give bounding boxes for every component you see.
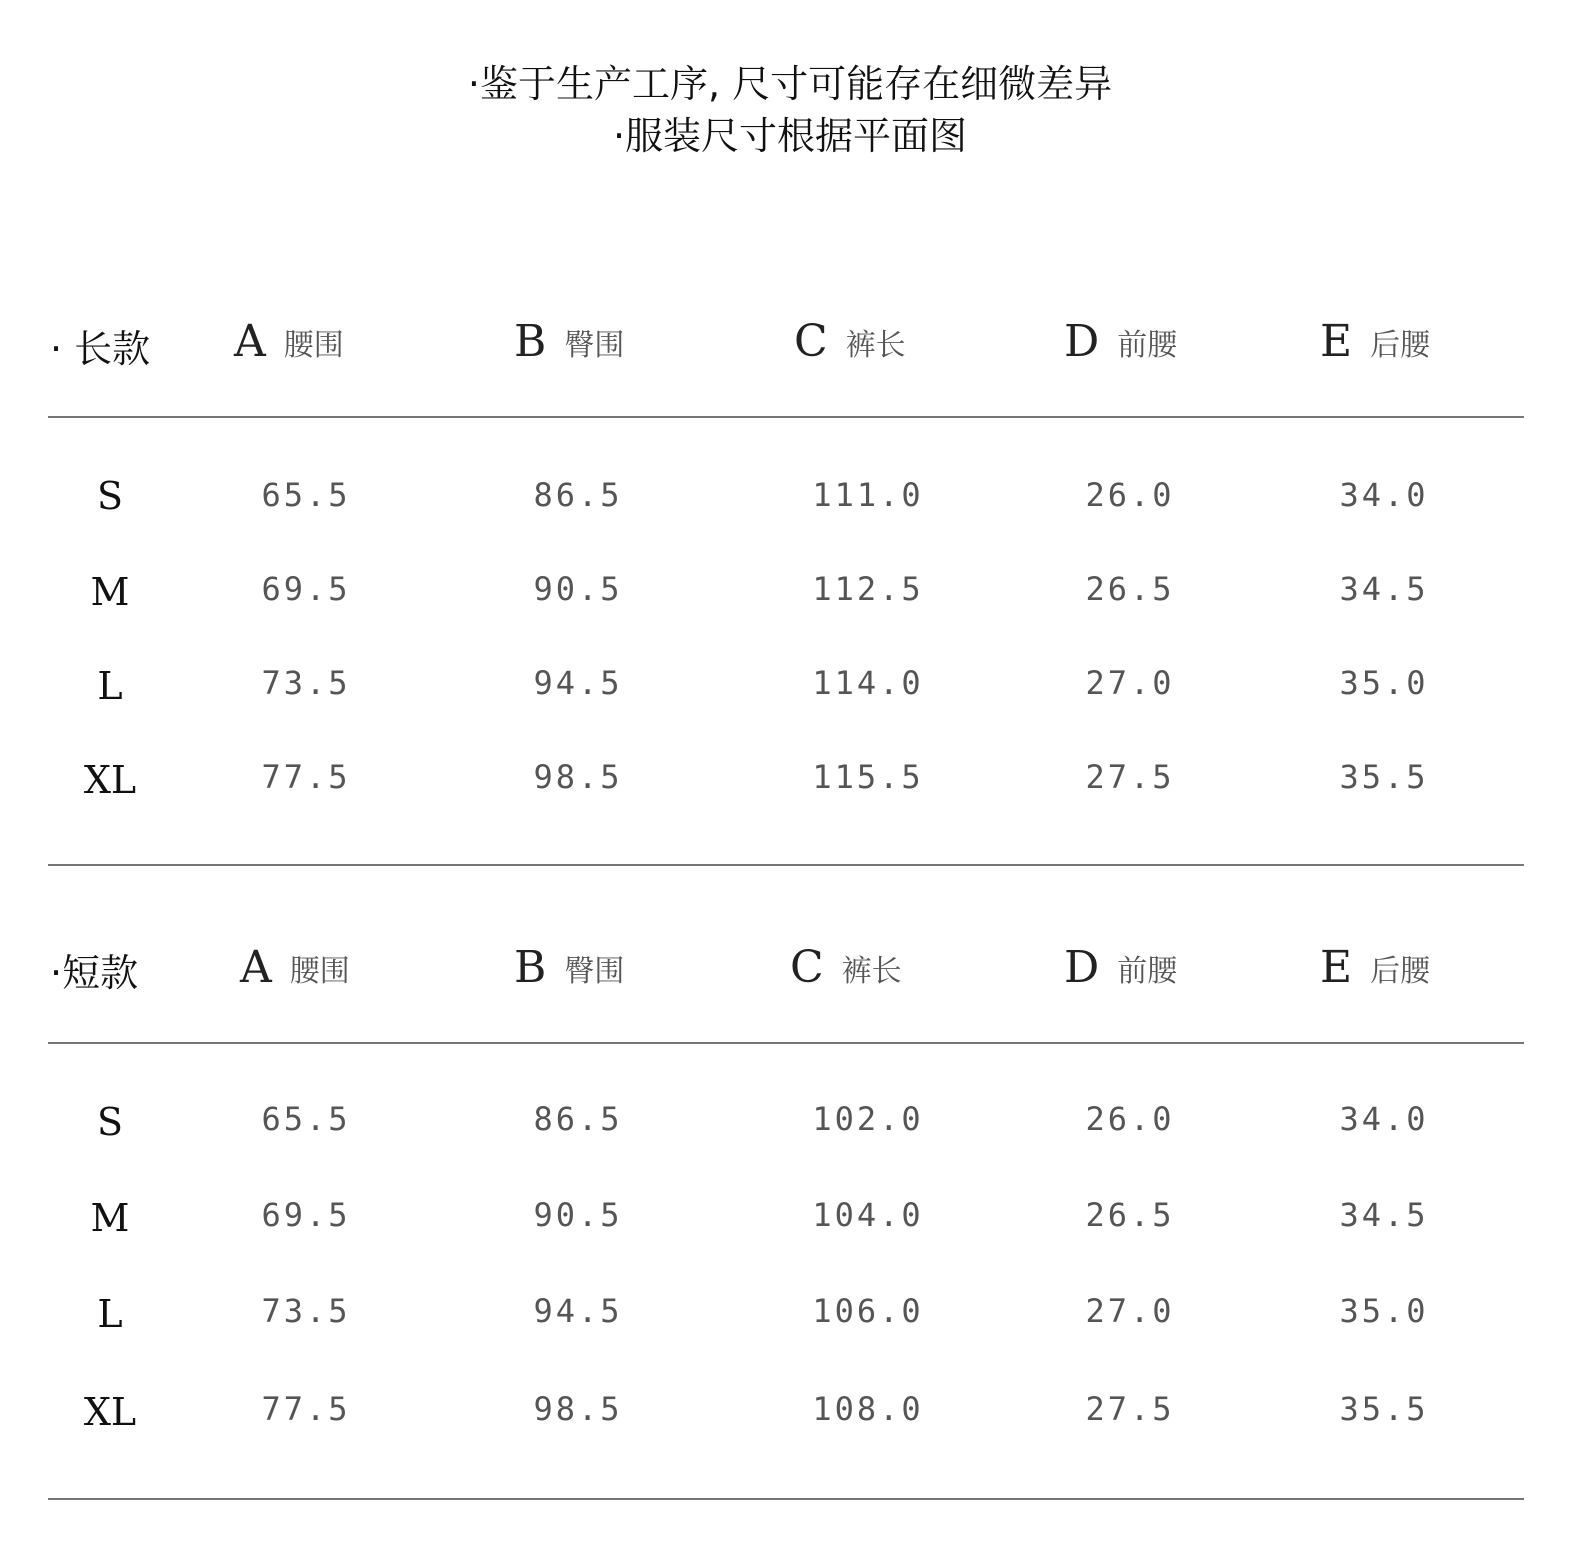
value-cell: 65.5 <box>261 1100 351 1138</box>
value-cell: 94.5 <box>533 664 623 702</box>
column-label: 前腰 <box>1117 327 1178 363</box>
notes <box>0 58 1580 162</box>
value-cell: 26.0 <box>1085 476 1175 514</box>
value-cell: 90.5 <box>533 1196 623 1234</box>
value-cell: 26.5 <box>1085 1196 1175 1234</box>
column-label: 裤长 <box>841 953 902 989</box>
value-cell: 86.5 <box>533 476 623 514</box>
value-cell: 34.5 <box>1339 570 1429 608</box>
size-label: XL <box>83 758 137 802</box>
column-label: 臀围 <box>564 327 625 363</box>
note-production-variance: ·鉴于生产工序, 尺寸可能存在细微差异 <box>467 62 1113 106</box>
value-cell: 112.5 <box>812 570 924 608</box>
value-cell: 73.5 <box>261 1292 351 1330</box>
value-cell: 35.0 <box>1339 664 1429 702</box>
value-cell: 69.5 <box>261 1196 351 1234</box>
column-letter: C <box>794 316 828 367</box>
value-cell: 77.5 <box>261 1390 351 1428</box>
table-bottom-divider <box>48 1498 1524 1500</box>
value-cell: 69.5 <box>261 570 351 608</box>
size-label: S <box>96 1100 124 1144</box>
column-letter: B <box>514 316 547 367</box>
value-cell: 65.5 <box>261 476 351 514</box>
value-cell: 34.0 <box>1339 1100 1429 1138</box>
value-cell: 27.5 <box>1085 1390 1175 1428</box>
column-label: 臀围 <box>564 953 625 989</box>
value-cell: 26.0 <box>1085 1100 1175 1138</box>
size-label: XL <box>83 1390 137 1434</box>
column-letter: C <box>790 942 824 993</box>
column-header-e <box>1320 316 1430 367</box>
column-letter: D <box>1064 316 1100 367</box>
value-cell: 34.5 <box>1339 1196 1429 1234</box>
value-cell: 106.0 <box>812 1292 924 1330</box>
value-cell: 108.0 <box>812 1390 924 1428</box>
value-cell: 114.0 <box>812 664 924 702</box>
column-label: 裤长 <box>845 327 906 363</box>
value-cell: 90.5 <box>533 570 623 608</box>
value-cell: 73.5 <box>261 664 351 702</box>
column-header-c <box>790 942 902 993</box>
value-cell: 27.0 <box>1085 1292 1175 1330</box>
column-letter: E <box>1320 316 1353 367</box>
column-header-a <box>240 942 350 993</box>
value-cell: 94.5 <box>533 1292 623 1330</box>
value-cell: 27.0 <box>1085 664 1175 702</box>
column-letter: B <box>514 942 547 993</box>
value-cell: 77.5 <box>261 758 351 796</box>
table-bottom-divider <box>48 864 1524 866</box>
value-cell: 98.5 <box>533 1390 623 1428</box>
header-divider <box>48 1042 1524 1044</box>
column-header-a <box>234 316 344 367</box>
value-cell: 35.0 <box>1339 1292 1429 1330</box>
column-label: 前腰 <box>1117 953 1178 989</box>
column-label: 腰围 <box>283 327 344 363</box>
size-label: L <box>97 1292 123 1336</box>
column-letter: A <box>240 942 272 993</box>
value-cell: 102.0 <box>812 1100 924 1138</box>
value-cell: 111.0 <box>812 476 924 514</box>
size-label: M <box>90 570 130 614</box>
column-header-b <box>514 942 624 993</box>
column-header-d <box>1064 942 1177 993</box>
section-title: ·短款 <box>50 951 139 995</box>
value-cell: 104.0 <box>812 1196 924 1234</box>
value-cell: 34.0 <box>1339 476 1429 514</box>
column-label: 后腰 <box>1370 327 1431 363</box>
column-header-d <box>1064 316 1177 367</box>
value-cell: 115.5 <box>812 758 924 796</box>
column-letter: A <box>234 316 266 367</box>
column-label: 腰围 <box>289 953 350 989</box>
column-header-c <box>794 316 906 367</box>
section-title: · 长款 <box>50 327 151 371</box>
value-cell: 26.5 <box>1085 570 1175 608</box>
size-label: M <box>90 1196 130 1240</box>
note-flat-measurement: ·服装尺寸根据平面图 <box>612 114 968 158</box>
value-cell: 98.5 <box>533 758 623 796</box>
value-cell: 35.5 <box>1339 1390 1429 1428</box>
value-cell: 35.5 <box>1339 758 1429 796</box>
size-label: S <box>96 474 124 518</box>
column-label: 后腰 <box>1370 953 1431 989</box>
column-letter: D <box>1064 942 1100 993</box>
value-cell: 27.5 <box>1085 758 1175 796</box>
size-label: L <box>97 664 123 708</box>
header-divider <box>48 416 1524 418</box>
value-cell: 86.5 <box>533 1100 623 1138</box>
column-header-e <box>1320 942 1430 993</box>
column-header-b <box>514 316 624 367</box>
column-letter: E <box>1320 942 1353 993</box>
